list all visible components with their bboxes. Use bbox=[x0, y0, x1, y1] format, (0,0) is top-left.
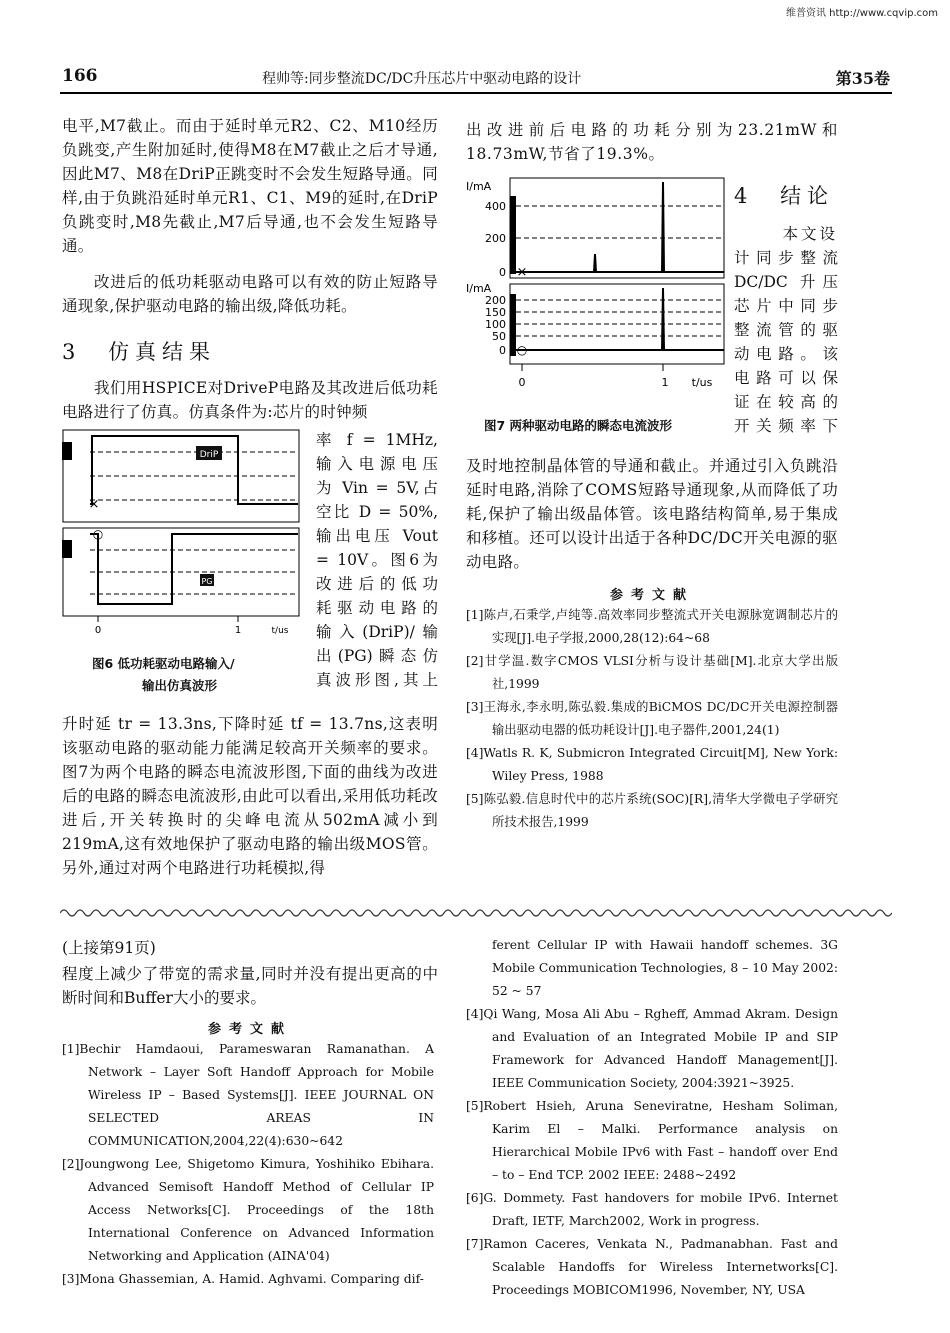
figure-6-waveform bbox=[62, 428, 302, 638]
fig7-top-tick: 0 bbox=[499, 266, 506, 279]
fig7-bottom-tick: 200 bbox=[485, 294, 506, 307]
reference-item: [1]Bechir Hamdaoui, Parameswaran Ramanathan. A Network – Layer Soft Handoff Approach for Mobile Wireless IP – Based Systems[J]. IEEE JOURNAL ON SELECTED AREAS IN COMMUNICATION,2004,22(4):630~642 bbox=[62, 1042, 434, 1148]
fig7-bottom-trace bbox=[516, 288, 724, 350]
conclusion-side-line: 芯片中同步 bbox=[734, 297, 838, 315]
conclusion-side-line: 开关频率下 bbox=[734, 417, 838, 435]
fig6-side-line: = 10V。图6为 bbox=[316, 551, 438, 569]
fig7-bottom-marker bbox=[510, 294, 516, 356]
fig7-bottom-tick: 150 bbox=[485, 306, 506, 319]
fig6-top-cursor: × bbox=[88, 497, 100, 512]
fig7-top-tick: 400 bbox=[485, 200, 506, 213]
fig6-drip-label: DriP bbox=[199, 450, 219, 460]
fig7-x-tick-1: 1 bbox=[661, 376, 669, 389]
reference-continuation: ferent Cellular IP with Hawaii handoff schemes. 3G Mobile Communication Technologies, 8 – 10 May 2002: 52 ~ 57 bbox=[492, 938, 838, 998]
fig7-top-panel bbox=[510, 178, 724, 278]
fig7-bottom-cursor: ○ bbox=[516, 343, 528, 357]
figure-7-caption: 图7 两种驱动电路的瞬态电流波形 bbox=[484, 418, 673, 433]
fig6-side-line: 真波形图,其上 bbox=[316, 671, 438, 689]
section-4-number: 4 bbox=[734, 184, 754, 208]
section-3-heading bbox=[62, 336, 216, 366]
references-list bbox=[466, 604, 838, 834]
section-3-title: 仿真结果 bbox=[108, 340, 217, 364]
figure-7-current-waveform bbox=[466, 174, 726, 399]
fig7-top-ylabel: I/mA bbox=[466, 180, 492, 193]
reference-item: [5]陈弘毅.信息时代中的芯片系统(SOC)[R],清华大学微电子学研究所技术报告,1999 bbox=[466, 792, 838, 829]
bottom-references-heading: 参考文献 bbox=[207, 1022, 292, 1037]
watermark: 维普资讯 http://www.cqvip.com bbox=[785, 8, 938, 19]
fig6-bottom-marker bbox=[62, 540, 72, 558]
fig6-side-line: 率 f = 1MHz, bbox=[316, 431, 438, 449]
fig6-pg-label: PG bbox=[201, 577, 213, 586]
conclusion-side-line: 计同步整流 bbox=[734, 249, 838, 267]
fig6-side-line: 耗驱动电路的 bbox=[316, 599, 438, 617]
reference-item: [5]Robert Hsieh, Aruna Seneviratne, Hesham Soliman, Karim El – Malki. Performance analysis on Hierarchical Mobile IPv6 with Fast – handoff over End – to – End TCP. 2002 IEEE: 2488~2492 bbox=[466, 1099, 838, 1182]
reference-item: [2]Joungwong Lee, Shigetomo Kimura, Yoshihiko Ebihara. Advanced Semisoft Handoff Method of Cellular IP Access Networks[C]. Proceedings of the 18th International Conference on Advanced Information Networking and Application (AINA'04) bbox=[62, 1157, 434, 1263]
left-paragraph-3b: 升时延 tr = 13.3ns,下降时延 tf = 13.7ns,这表明该驱动电路的驱动能力能满足较高开关频率的要求。图7为两个电路的瞬态电流波形图,下面的曲线为改进后的电路的瞬态电流波形,由此可以看出,采用低功耗改进后,开关转换时的尖峰电流从502mA减小到219mA,这有效地保护了驱动电路的输出级MOS管。另外,通过对两个电路进行功耗模拟,得 bbox=[62, 715, 438, 877]
reference-item: [2]甘学温.数字CMOS VLSI分析与设计基础[M].北京大学出版社,1999 bbox=[466, 654, 838, 691]
section-4-title: 结论 bbox=[780, 184, 835, 208]
fig7-top-marker bbox=[510, 196, 516, 274]
conclusion-side-text bbox=[734, 222, 838, 438]
reference-item: [6]G. Dommety. Fast handovers for mobile IPv6. Internet Draft, IETF, March2002, Work in progress. bbox=[466, 1191, 838, 1228]
left-paragraph-1: 电平,M7截止。而由于延时单元R2、C2、M10经历负跳变,产生附加延时,使得M8在M7截止之后才导通,因此M7、M8在DriP正跳变时不会发生短路导通。同样,由于负跳沿延时单元R1、C1、M9的延时,在DriP负跳变时,M8先截止,M7后导通,也不会发生短路导通。 bbox=[62, 117, 438, 255]
fig6-x-tick-1: 1 bbox=[234, 625, 242, 636]
fig6-side-line: 改进后的低功 bbox=[316, 575, 438, 593]
fig6-side-line: 为 Vin = 5V,占 bbox=[316, 479, 438, 497]
continued-note: (上接第91页) bbox=[62, 939, 156, 957]
conclusion-side-line: 动电路。该 bbox=[734, 345, 838, 363]
fig6-bottom-cursor: ○ bbox=[92, 527, 104, 541]
section-4-heading bbox=[734, 180, 834, 210]
right-paragraph-top: 出改进前后电路的功耗分别为23.21mW和18.73mW,节省了19.3%。 bbox=[466, 121, 838, 163]
conclusion-side-line: DC/DC 升压 bbox=[734, 273, 838, 291]
fig6-side-line: 出(PG)瞬态仿 bbox=[316, 647, 438, 665]
reference-item: [4]Watls R. K, Submicron Integrated Circuit[M], New York: Wiley Press, 1988 bbox=[466, 746, 838, 783]
fig6-top-marker bbox=[62, 442, 72, 460]
conclusion-side-line: 电路可以保 bbox=[734, 369, 838, 387]
fig6-x-tick-0: 0 bbox=[94, 625, 102, 636]
section-3-number: 3 bbox=[62, 340, 82, 364]
fig6-side-line: 输出电压 Vout bbox=[316, 527, 438, 545]
reference-item: [4]Qi Wang, Mosa Ali Abu – Rgheff, Ammad Akram. Design and Evaluation of an Integrated Mobile IP and SIP Framework for Advanced Handoff Management[J]. IEEE Communication Society, 2004:3921~3925. bbox=[466, 1007, 838, 1090]
fig7-bottom-tick: 50 bbox=[492, 330, 506, 343]
header-rule bbox=[60, 92, 892, 94]
conclusion-paragraph: 及时地控制晶体管的导通和截止。并通过引入负跳沿延时电路,消除了COMS短路导通现象,从而降低了功耗,保护了输出级晶体管。该电路结构简单,易于集成和移植。还可以设计出适于各种DC/DC开关电源的驱动电路。 bbox=[466, 457, 838, 571]
running-title: 程帅等:同步整流DC/DC升压芯片中驱动电路的设计 bbox=[262, 71, 582, 87]
fig7-bottom-ylabel: I/mA bbox=[466, 282, 492, 295]
conclusion-side-line: 本文设 bbox=[782, 225, 838, 243]
left-paragraph-2: 改进后的低功耗驱动电路可以有效的防止短路导通现象,保护驱动电路的输出级,降低功耗。 bbox=[62, 273, 438, 315]
fig7-top-cursor: × bbox=[516, 265, 528, 280]
reference-item: [1]陈卢,石秉学,卢纯等.高效率同步整流式开关电源脉宽调制芯片的实现[J].电子学报,2000,28(12):64~68 bbox=[466, 608, 838, 645]
fig6-drip-trace bbox=[90, 436, 298, 504]
divider-wave bbox=[60, 910, 892, 916]
bottom-references-left bbox=[62, 1038, 434, 1291]
left-paragraph-3a: 我们用HSPICE对DriveP电路及其改进后低功耗电路进行了仿真。仿真条件为:芯片的时钟频 bbox=[62, 379, 438, 421]
fig7-top-trace bbox=[516, 182, 724, 272]
volume-label: 第35卷 bbox=[835, 69, 890, 88]
section-divider bbox=[60, 907, 892, 919]
figure-6-side-text bbox=[316, 428, 438, 692]
fig6-x-unit: t/us bbox=[271, 626, 289, 636]
fig7-x-unit: t/us bbox=[691, 376, 713, 389]
bottom-references-right bbox=[466, 934, 838, 1302]
references-heading: 参考文献 bbox=[609, 588, 694, 603]
fig7-bottom-tick: 100 bbox=[485, 318, 506, 331]
reference-item: [7]Ramon Caceres, Venkata N., Padmanabhan. Fast and Scalable Handoffs for Wireless Internetworks[C]. Proceedings MOBICOM1996, November, NY, USA bbox=[466, 1237, 838, 1297]
fig6-side-line: 输入(DriP)/输 bbox=[316, 623, 438, 641]
fig6-side-line: 空比 D = 50%, bbox=[316, 503, 438, 521]
fig6-side-line: 输入电源电压 bbox=[316, 455, 438, 473]
figure-6-caption-line-2: 输出仿真波形 bbox=[142, 678, 218, 693]
bottom-paragraph: 程度上减少了带宽的需求量,同时并没有提出更高的中断时间和Buffer大小的要求。 bbox=[62, 965, 438, 1007]
page-number: 166 bbox=[62, 66, 98, 86]
fig7-top-tick: 200 bbox=[485, 232, 506, 245]
conclusion-side-line: 证在较高的 bbox=[734, 393, 838, 411]
reference-item: [3]王海永,李永明,陈弘毅.集成的BiCMOS DC/DC开关电源控制器输出驱动电器的低功耗设计[J].电子器件,2001,24(1) bbox=[466, 700, 838, 737]
fig7-x-tick-0: 0 bbox=[518, 376, 526, 389]
figure-6-caption-line-1: 图6 低功耗驱动电路输入/ bbox=[92, 656, 235, 671]
conclusion-side-line: 整流管的驱 bbox=[734, 321, 838, 339]
reference-item: [3]Mona Ghassemian, A. Hamid. Aghvami. Comparing dif- bbox=[62, 1272, 424, 1286]
fig7-bottom-tick: 0 bbox=[499, 344, 506, 357]
